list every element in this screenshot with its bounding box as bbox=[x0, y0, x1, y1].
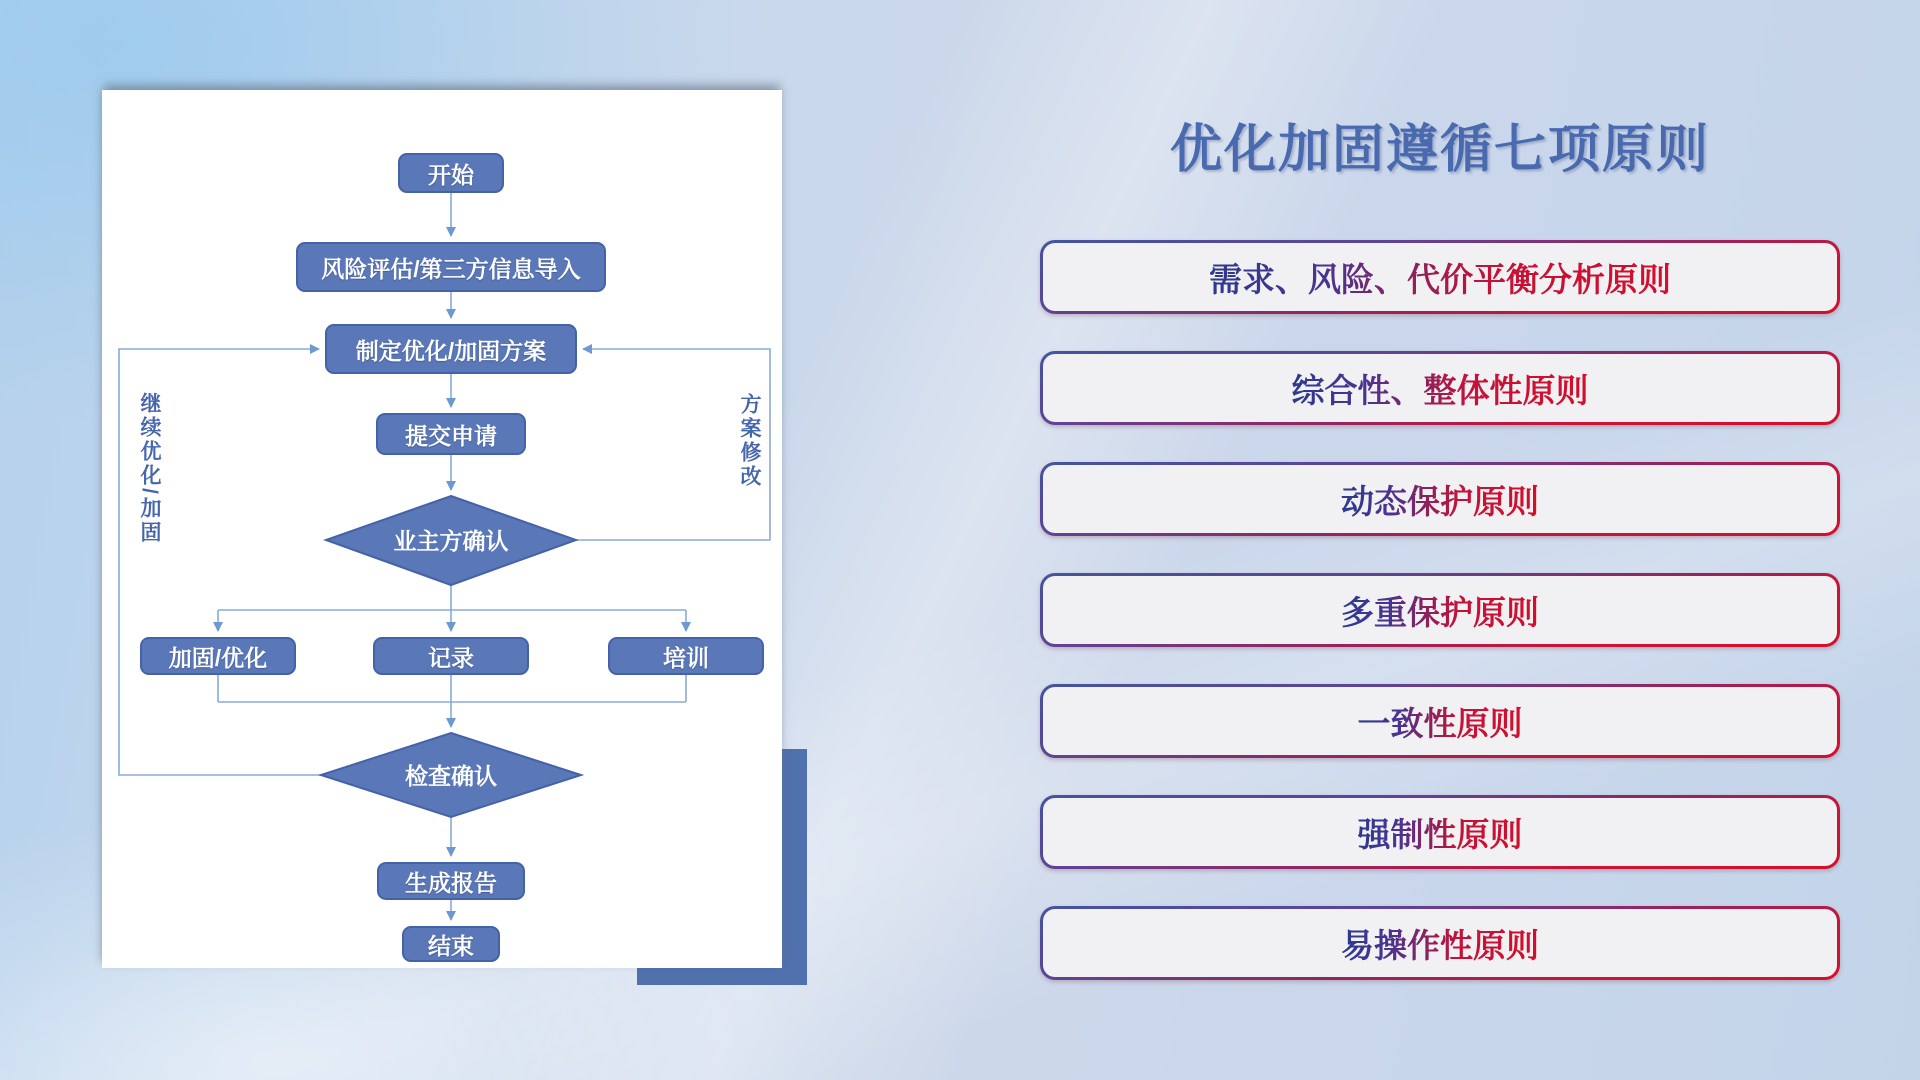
node-report: 生成报告 bbox=[377, 862, 525, 900]
principle-box-2 bbox=[1040, 351, 1840, 425]
principle-label: 强制性原则 bbox=[1358, 809, 1523, 856]
principle-box-4 bbox=[1040, 573, 1840, 647]
node-record: 记录 bbox=[373, 637, 529, 675]
decision-check-confirm-label: 检查确认 bbox=[405, 763, 497, 789]
flowchart-card bbox=[102, 90, 782, 968]
principle-box-1 bbox=[1040, 240, 1840, 314]
loop-label-plan-modify: 方案修改 bbox=[738, 393, 761, 489]
node-start: 开始 bbox=[398, 153, 504, 193]
principle-box-7 bbox=[1040, 906, 1840, 980]
decision-owner-confirm-label: 业主方确认 bbox=[393, 528, 509, 554]
node-reinforce: 加固/优化 bbox=[140, 637, 296, 675]
principle-label: 综合性、整体性原则 bbox=[1292, 365, 1589, 412]
principle-label: 一致性原则 bbox=[1358, 698, 1523, 745]
flowchart-connectors bbox=[102, 90, 782, 968]
principle-label: 易操作性原则 bbox=[1341, 920, 1539, 967]
loop-label-continue-optimize: 继续优化/加固 bbox=[138, 392, 161, 545]
node-training: 培训 bbox=[608, 637, 764, 675]
node-end: 结束 bbox=[402, 926, 500, 962]
principle-box-3 bbox=[1040, 462, 1840, 536]
panel-title: 优化加固遵循七项原则 bbox=[1169, 120, 1710, 179]
node-risk-import: 风险评估/第三方信息导入 bbox=[296, 242, 606, 292]
principle-label: 动态保护原则 bbox=[1341, 476, 1539, 523]
principle-label: 多重保护原则 bbox=[1341, 587, 1539, 634]
node-make-plan: 制定优化/加固方案 bbox=[325, 324, 577, 374]
principle-box-5 bbox=[1040, 684, 1840, 758]
principle-label: 需求、风险、代价平衡分析原则 bbox=[1209, 254, 1671, 301]
node-submit: 提交申请 bbox=[376, 413, 526, 455]
principle-box-6 bbox=[1040, 795, 1840, 869]
